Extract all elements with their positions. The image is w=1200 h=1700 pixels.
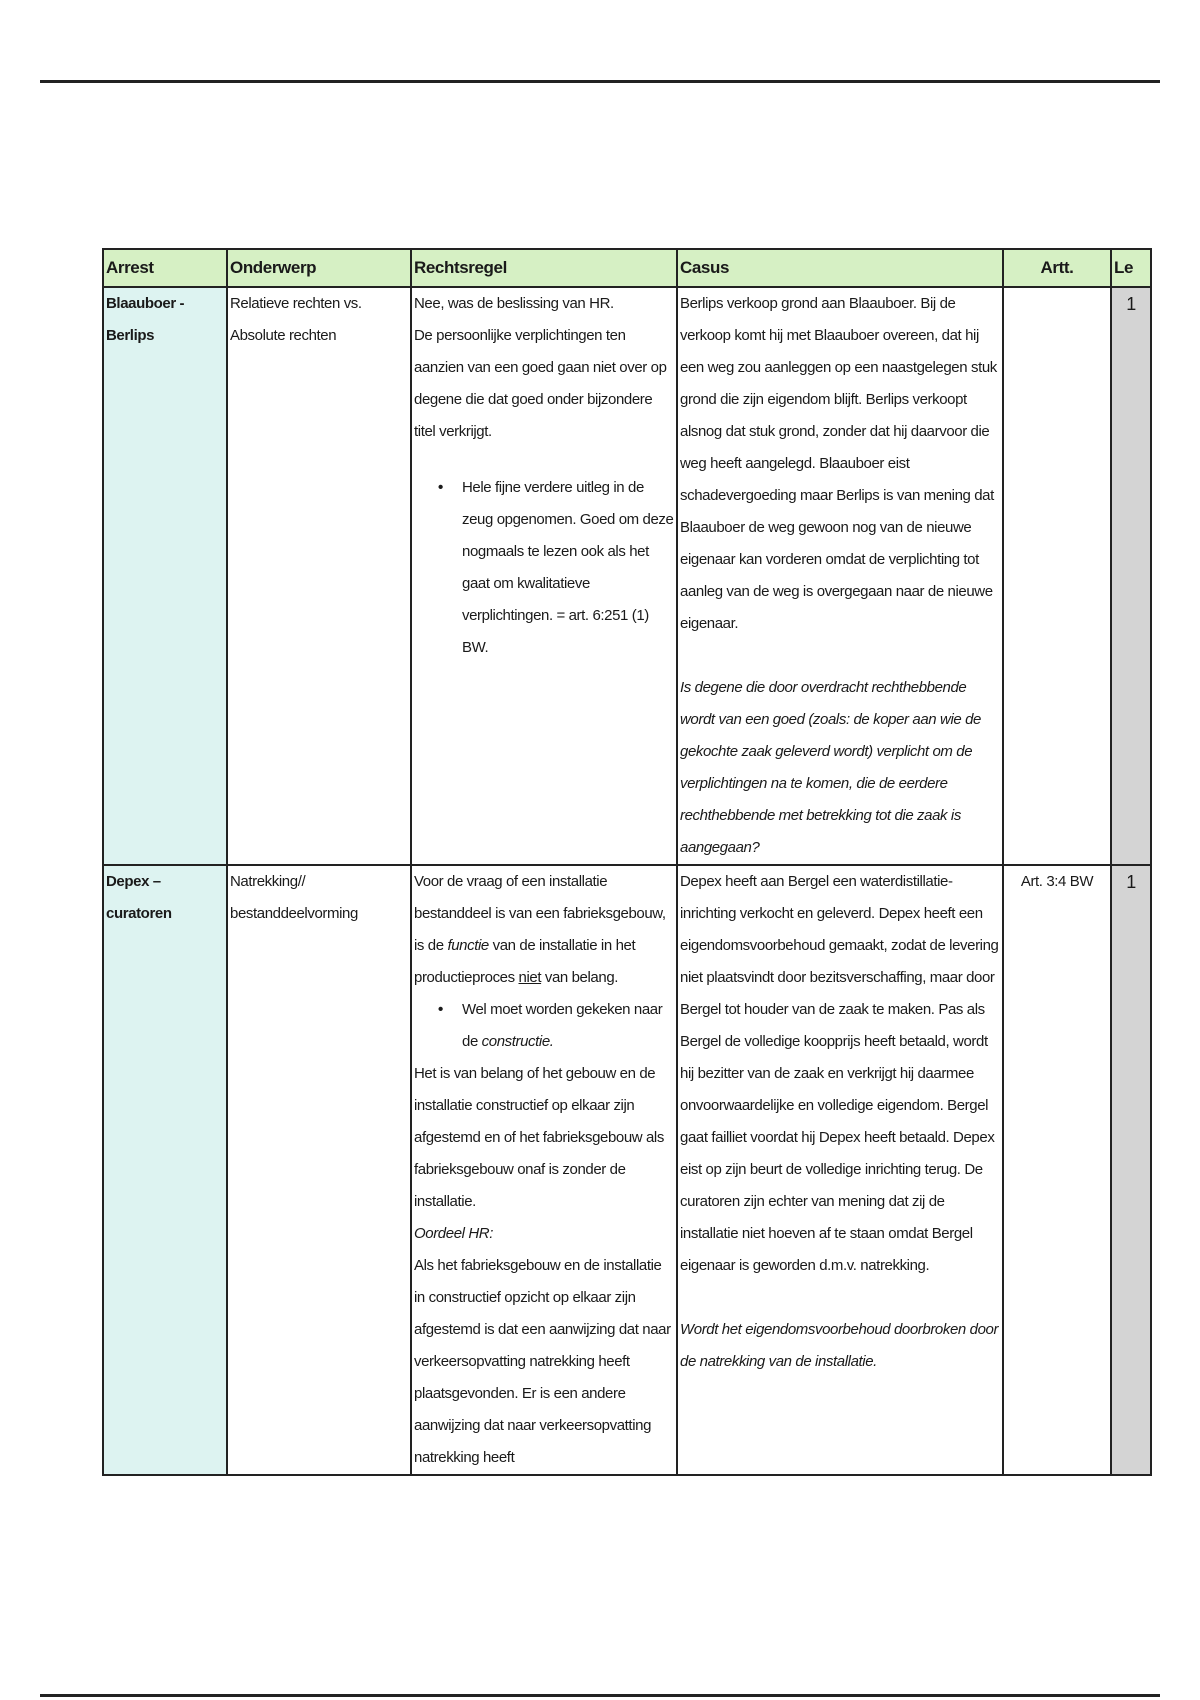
casus-text: Berlips verkoop grond aan Blaauboer. Bij de verkoop komt hij met Blaauboer overeen, dat hij een weg zou aanleggen op een naastgelegen stuk grond die zijn eigendom blijft. Berlips verkoopt alsnog dat stuk grond, zonder dat hij daarvoor die weg heeft aangelegd. Blaauboer eist schadevergoeding maar Berlips is van mening dat Blaauboer de weg gewoon nog van de nieuwe eigenaar kan vorderen omdat de verplichting tot aanleg van de weg is overgegaan naar de nieuwe eigenaar. [680, 295, 997, 632]
rechtsregel-bullets [414, 472, 674, 664]
casus-text: Depex heeft aan Bergel een waterdistillatie-inrichting verkocht en geleverd. Depex heeft een eigendomsvoorbehoud gemaakt, zodat de levering niet plaatsvindt door bezitsverschaffing, maar door Bergel tot houder van de zaak te maken. Pas als Bergel de volledige koopprijs heeft betaald, wordt hij bezitter van de zaak en verkrijgt hij daarmee onvoorwaardelijke en volledige eigendom. Bergel gaat failliet voordat hij Depex heeft betaald. Depex eist op zijn beurt de volledige inrichting terug. De curatoren zijn echter van mening dat zij de installatie niet hoeven af te staan omdat Bergel eigenaar is geworden d.m.v. natrekking. [680, 873, 999, 1274]
arrest-name: Depex – curatoren [103, 865, 227, 1475]
rechtsregel-cell [411, 865, 677, 1475]
header-row [103, 249, 1151, 287]
rechtsregel-intro: Nee, was de beslissing van HR. [414, 295, 614, 312]
casus-question: Is degene die door overdracht rechthebbende wordt van een goed (zoals: de koper aan wie de gekochte zaak geleverd wordt) verplicht om de verplichtingen na te komen, die de eerdere rechthebbende met betrekking tot die zaak is aangegaan? [680, 679, 981, 856]
rechtsregel-bullet: • Hele fijne verdere uitleg in de zeug opgenomen. Goed om deze nogmaals te lezen ook als het gaat om kwalitatieve verplichtingen. = art. 6:251 (1) BW. [462, 472, 674, 664]
rechtsregel-text-2: Het is van belang of het gebouw en de installatie constructief op elkaar zijn afgestemd en of het fabrieksgebouw als fabrieksgebouw onaf is zonder de installatie. [414, 1065, 664, 1210]
le-cell: 1 [1111, 865, 1151, 1475]
rechtsregel-bullets [414, 994, 674, 1058]
artt-cell [1003, 287, 1111, 865]
rechtsregel-text-end: van belang. [541, 969, 619, 986]
oordeel-label: Oordeel HR: [414, 1225, 493, 1242]
rechtsregel-bullet [462, 994, 674, 1058]
artt-cell: Art. 3:4 BW [1003, 865, 1111, 1475]
rechtsregel-cell [411, 287, 677, 865]
rechtsregel-text [414, 866, 674, 994]
rechtsregel-text-start: Voor de vraag of een installatie bestanddeel is van een fabrieksgebouw, is de [414, 873, 666, 954]
rechtsregel-bullet-italic: constructie. [481, 1033, 554, 1050]
header-artt: Artt. [1003, 249, 1111, 287]
le-cell: 1 [1111, 287, 1151, 865]
header-casus: Casus [677, 249, 1003, 287]
onderwerp-cell: Natrekking// bestanddeelvorming [227, 865, 411, 1475]
header-onderwerp: Onderwerp [227, 249, 411, 287]
casus-spacer [680, 1282, 1000, 1314]
rechtsregel-niet: niet [518, 969, 542, 986]
header-arrest: Arrest [103, 249, 227, 287]
casus-question: Wordt het eigendomsvoorbehoud doorbroken door de natrekking van de installatie. [680, 1321, 999, 1370]
casus-cell [677, 287, 1003, 865]
header-rechtsregel: Rechtsregel [411, 249, 677, 287]
rechtsregel-bullet-text: Wel moet worden gekeken naar de [462, 1001, 663, 1050]
rechtsregel-text-middle: van de installatie in het productieproces [414, 937, 636, 986]
rechtsregel-functie: functie [447, 937, 489, 954]
arrest-name: Blaauboer - Berlips [103, 287, 227, 865]
onderwerp-cell: Relatieve rechten vs. Absolute rechten [227, 287, 411, 865]
oordeel-text: Als het fabrieksgebouw en de installatie in constructief opzicht op elkaar zijn afgestemd is dat een aanwijzing dat naar verkeersopvatting natrekking heeft plaatsgevonden. Er is een andere aanwijzing dat naar verkeersopvatting natrekking heeft [414, 1257, 671, 1466]
casus-cell [677, 865, 1003, 1475]
table-row [103, 287, 1151, 865]
header-le: Le [1111, 249, 1151, 287]
rechtsregel-text: De persoonlijke verplichtingen ten aanzien van een goed gaan niet over op degene die dat goed onder bijzondere titel verkrijgt. [414, 327, 667, 440]
arresten-table [102, 248, 1152, 1476]
casus-spacer [680, 640, 1000, 672]
bottom-rule [40, 1694, 1160, 1697]
top-rule [40, 80, 1160, 83]
table-row [103, 865, 1151, 1475]
